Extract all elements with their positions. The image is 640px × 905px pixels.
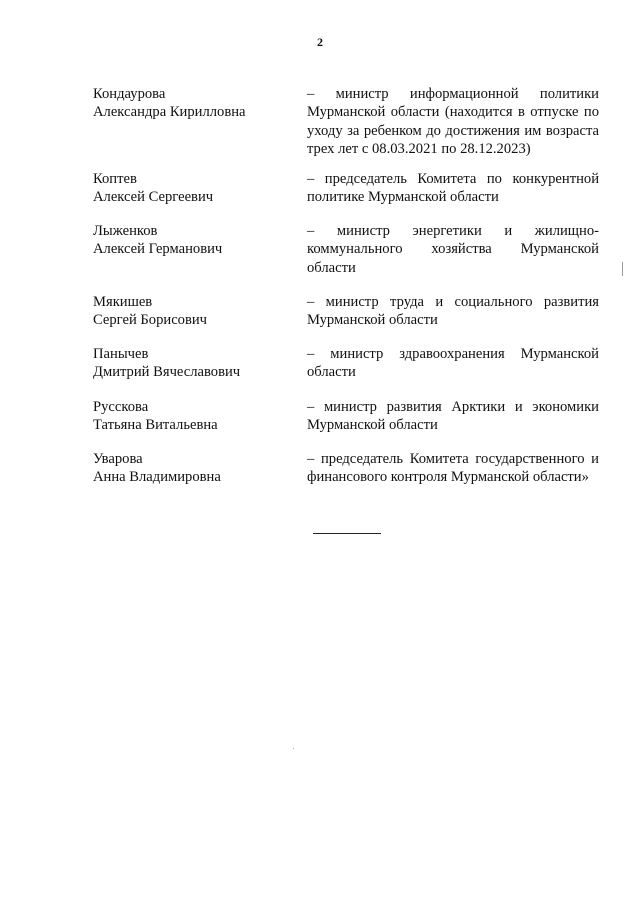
- member-role: – министр развития Арктики и экономики Мурманской области: [307, 399, 599, 434]
- member-name: [93, 398, 293, 435]
- member-role: – председатель Комитета государственного и финансового контроля Мурманской области»: [307, 451, 599, 486]
- member-given-names: Анна Владимировна: [93, 469, 221, 486]
- member-role: – министр информационной политики Мурманской области (находится в отпуске по уходу за ребенком до достижения им возраста трех лет с 08.03.2021 по 28.12.2023): [307, 86, 599, 157]
- member-given-names: Дмитрий Вячеславович: [93, 364, 241, 381]
- member-given-names: Алексей Сергеевич: [93, 189, 214, 206]
- member-role: – председатель Комитета по конкурентной политике Мурманской области: [307, 171, 599, 206]
- member-name: [93, 222, 293, 259]
- member-name: [93, 450, 293, 487]
- member-surname: Лыженков: [93, 223, 158, 239]
- member-surname: Уварова: [93, 451, 143, 467]
- member-name: [93, 345, 293, 382]
- member-name: [93, 293, 293, 330]
- member-name: [93, 170, 293, 207]
- member-role: – министр энергетики и жилищно-коммунального хозяйства Мурманской области: [307, 223, 599, 276]
- closing-rule: [313, 533, 381, 534]
- member-role: – министр здравоохранения Мурманской области: [307, 346, 599, 381]
- member-name: [93, 85, 293, 122]
- member-surname: Панычев: [93, 346, 149, 362]
- member-surname: Мякишев: [93, 294, 153, 310]
- member-given-names: Сергей Борисович: [93, 312, 208, 329]
- member-given-names: Алексей Германович: [93, 241, 223, 258]
- member-surname: Коптев: [93, 171, 137, 187]
- scan-margin-mark: [622, 262, 623, 276]
- member-role: – министр труда и социального развития Мурманской области: [307, 294, 599, 329]
- scan-speck: [293, 748, 294, 749]
- member-given-names: Татьяна Витальевна: [93, 417, 218, 434]
- page-number: 2: [317, 35, 323, 49]
- member-surname: Русскова: [93, 399, 149, 415]
- member-given-names: Александра Кирилловна: [93, 104, 246, 121]
- member-surname: Кондаурова: [93, 86, 166, 102]
